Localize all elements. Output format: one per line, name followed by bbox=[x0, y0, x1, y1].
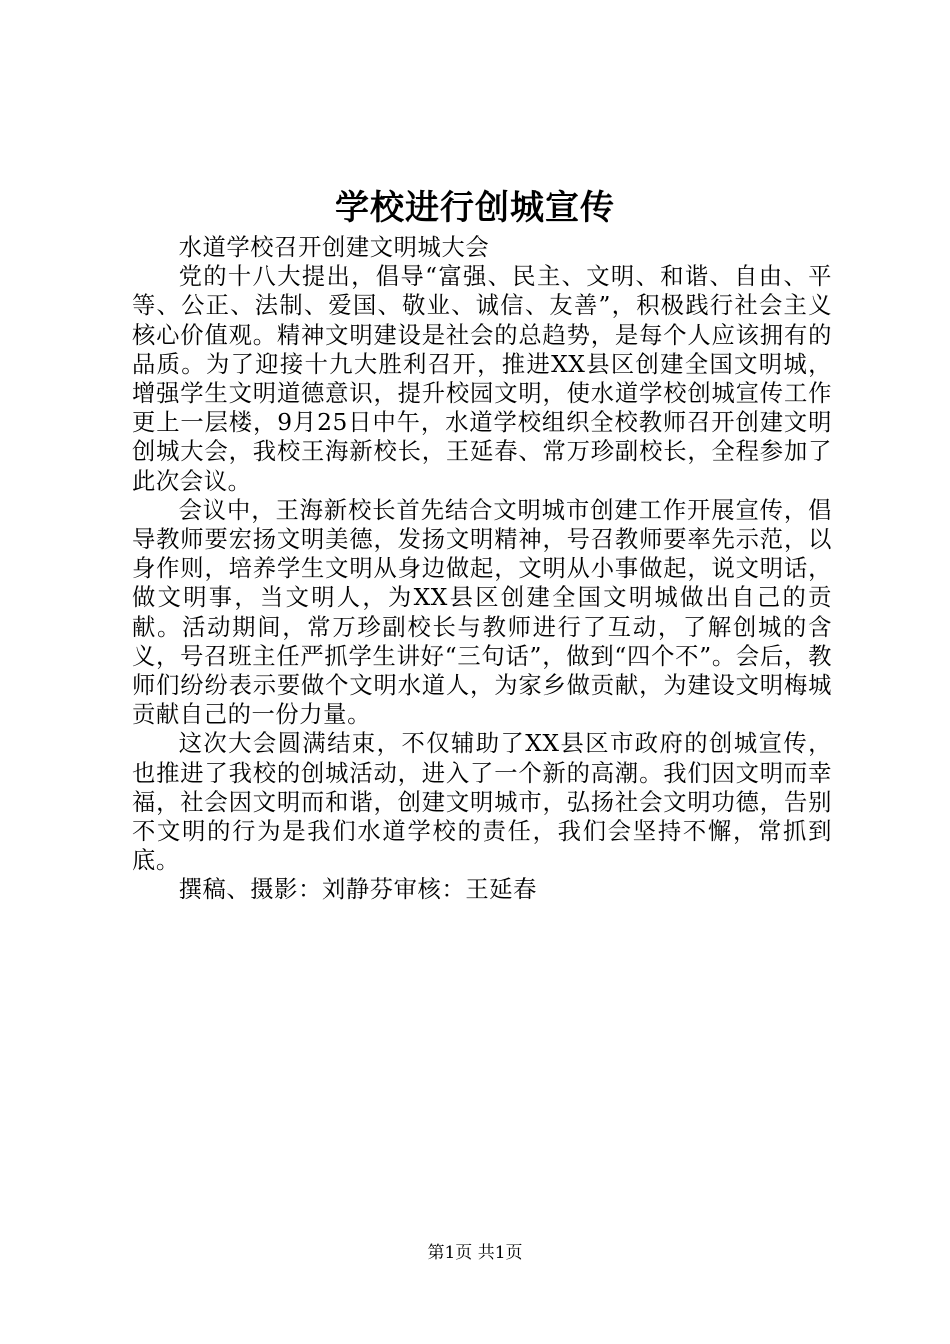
paragraph-credits: 撰稿、摄影：刘静芬审核：王延春 bbox=[178, 876, 538, 904]
paragraph-subtitle: 水道学校召开创建文明城大会 bbox=[178, 234, 490, 261]
paragraph-conclusion: 这次大会圆满结束，不仅辅助了XX县区市政府的创城宣传，也推进了我校的创城活动，进入了一个新的高潮。我们因文明而幸福，社会因文明而和谐，创建文明城市，弘扬社会文明功德，告别不文明的行为是我们水道学校的责任，我们会坚持不懈，常抓到底。 bbox=[132, 730, 832, 875]
page-footer: 第1页 共1页 bbox=[427, 1243, 523, 1263]
paragraph-introduction: 党的十八大提出，倡导“富强、民主、文明、和谐、自由、平等、公正、法制、爱国、敬业、诚信、友善”，积极践行社会主义核心价值观。精神文明建设是社会的总趋势，是每个人应该拥有的品质。为了迎接十九大胜利召开，推进XX县区创建全国文明城，增强学生文明道德意识，提升校园文明，使水道学校创城宣传工作更上一层楼，9月25日中午，水道学校组织全校教师召开创建文明创城大会，我校王海新校长，王延春、常万珍副校长，全程参加了此次会议。 bbox=[132, 263, 832, 495]
document-title: 学校进行创城宣传 bbox=[335, 188, 615, 228]
paragraph-meeting: 会议中，王海新校长首先结合文明城市创建工作开展宣传，倡导教师要宏扬文明美德，发扬文明精神，号召教师要率先示范，以身作则，培养学生文明从身边做起，文明从小事做起，说文明话，做文明事，当文明人，为XX县区创建全国文明城做出自己的贡献。活动期间，常万珍副校长与教师进行了互动，了解创城的含义，号召班主任严抓学生讲好“三句话”，做到“四个不”。会后，教师们纷纷表示要做个文明水道人，为家乡做贡献，为建设文明梅城贡献自己的一份力量。 bbox=[132, 496, 832, 729]
document-body bbox=[132, 233, 832, 905]
